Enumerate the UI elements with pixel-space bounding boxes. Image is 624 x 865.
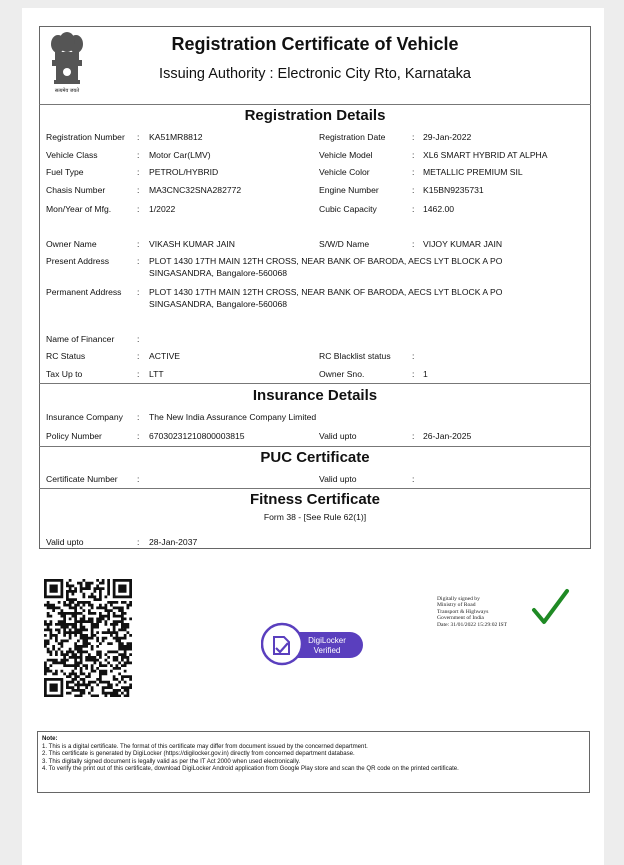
blacklist-label: RC Blacklist status [319,351,391,361]
digilocker-verified-badge [261,622,364,666]
rc-status-label: RC Status [46,351,86,361]
vehicle-model-value: XL6 SMART HYBRID AT ALPHA [423,150,548,160]
notes-box [37,731,590,793]
colon: : [412,150,415,160]
policy-number-value: 67030231210800003815 [149,431,245,441]
divider [39,104,591,105]
swd-name-label: S/W/D Name [319,239,370,249]
colon: : [137,239,140,249]
owner-sno-value: 1 [423,369,428,379]
colon: : [412,132,415,142]
colon: : [412,474,415,484]
qr-code-icon [44,579,132,697]
signature-line: Transport & Highways [437,608,489,615]
tax-label: Tax Up to [46,369,83,379]
divider [39,446,591,447]
colon: : [137,204,140,214]
puc-valid-label: Valid upto [319,474,357,484]
colon: : [137,351,140,361]
colon: : [137,474,140,484]
colon: : [137,537,140,547]
checkmark-icon [530,588,570,626]
tax-value: LTT [149,369,164,379]
national-emblem-icon [46,30,88,96]
fuel-type-label: Fuel Type [46,167,84,177]
fitness-valid-value: 28-Jan-2037 [149,537,198,547]
puc-heading: PUC Certificate [260,449,370,466]
signature-line: Digitally signed by [437,596,480,602]
colon: : [137,256,140,266]
emblem-caption: सत्यमेव जयते [54,88,80,94]
signature-line: Government of India [437,615,484,622]
vehicle-model-label: Vehicle Model [319,150,373,160]
colon: : [137,431,140,441]
swd-name-value: VIJOY KUMAR JAIN [423,239,503,249]
colon: : [412,167,415,177]
signature-line: Date: 31/01/2022 15:29:02 IST [437,621,508,628]
colon: : [137,185,140,195]
vehicle-color-value: METALLIC PREMIUM SIL [423,167,523,177]
policy-number-label: Policy Number [46,431,102,441]
colon: : [137,132,140,142]
certificate-title: Registration Certificate of Vehicle [171,34,459,54]
reg-number-label: Registration Number [46,132,125,142]
insurance-company-label: Insurance Company [46,412,123,422]
note-item: 3. This digitally signed document is legally valid as per the IT Act 2000 when used electronically. [42,757,301,765]
colon: : [137,287,140,297]
engine-number-label: Engine Number [319,185,379,195]
reg-date-value: 29-Jan-2022 [423,132,472,142]
colon: : [412,369,415,379]
registration-heading: Registration Details [244,107,386,124]
insurance-heading: Insurance Details [252,387,378,404]
vehicle-class-value: Motor Car(LMV) [149,150,211,160]
colon: : [137,369,140,379]
notes-title: Note: [42,735,58,742]
digilocker-label: DigiLocker [308,636,346,645]
engine-number-value: K15BN9235731 [423,185,484,195]
fitness-valid-label: Valid upto [46,537,84,547]
permanent-address-value: PLOT 1430 17TH MAIN 12TH CROSS, NEAR BANK OF BARODA, AECS LYT BLOCK A PO SINGASANDRA, Bangalore-560068 [149,287,503,309]
divider [39,383,591,384]
chasis-number-value: MA3CNC32SNA282772 [149,185,242,195]
fitness-heading: Fitness Certificate [249,491,381,508]
verified-label: Verified [313,646,341,655]
financer-label: Name of Financer [46,334,115,344]
mfg-label: Mon/Year of Mfg. [46,204,112,214]
colon: : [412,204,415,214]
permanent-address-label: Permanent Address [46,287,122,297]
signature-line: Ministry of Road [437,602,476,609]
insurance-company-value: The New India Assurance Company Limited [149,412,317,422]
note-item: 4. To verify the print out of this certificate, download DigiLocker Android application from Google Play store and scan the QR code on the printed certificate. [42,765,459,773]
insurance-valid-label: Valid upto [319,431,357,441]
owner-name-value: VIKASH KUMAR JAIN [149,239,235,249]
vehicle-class-label: Vehicle Class [46,150,98,160]
mfg-value: 1/2022 [149,204,176,214]
note-item: 2. This certificate is generated by DigiLocker (https://digilocker.gov.in) directly from concerned department database. [42,750,355,758]
cubic-capacity-label: Cubic Capacity [319,204,377,214]
puc-cert-label: Certificate Number [46,474,118,484]
colon: : [137,150,140,160]
colon: : [137,412,140,422]
present-address-label: Present Address [46,256,110,266]
fuel-type-value: PETROL/HYBRID [149,167,219,177]
reg-date-label: Registration Date [319,132,386,142]
present-address-value: PLOT 1430 17TH MAIN 12TH CROSS, NEAR BANK OF BARODA, AECS LYT BLOCK A PO SINGASANDRA, Bangalore-560068 [149,256,503,278]
vehicle-color-label: Vehicle Color [319,167,370,177]
divider [39,488,591,489]
colon: : [412,239,415,249]
colon: : [137,334,140,344]
digital-signature-text [437,596,507,628]
issuing-authority: Issuing Authority : Electronic City Rto, Karnataka [159,66,471,82]
note-item: 1. This is a digital certificate. The format of this certificate may differ from document issued by the concerned department. [42,742,368,750]
chasis-number-label: Chasis Number [46,185,106,195]
colon: : [412,431,415,441]
reg-number-value: KA51MR8812 [149,132,203,142]
owner-sno-label: Owner Sno. [319,369,365,379]
insurance-valid-value: 26-Jan-2025 [423,431,472,441]
colon: : [412,185,415,195]
fitness-form: Form 38 - [See Rule 62(1)] [263,512,367,522]
colon: : [412,351,415,361]
rc-status-value: ACTIVE [149,351,181,361]
owner-name-label: Owner Name [46,239,97,249]
colon: : [137,167,140,177]
cubic-capacity-value: 1462.00 [423,204,455,214]
